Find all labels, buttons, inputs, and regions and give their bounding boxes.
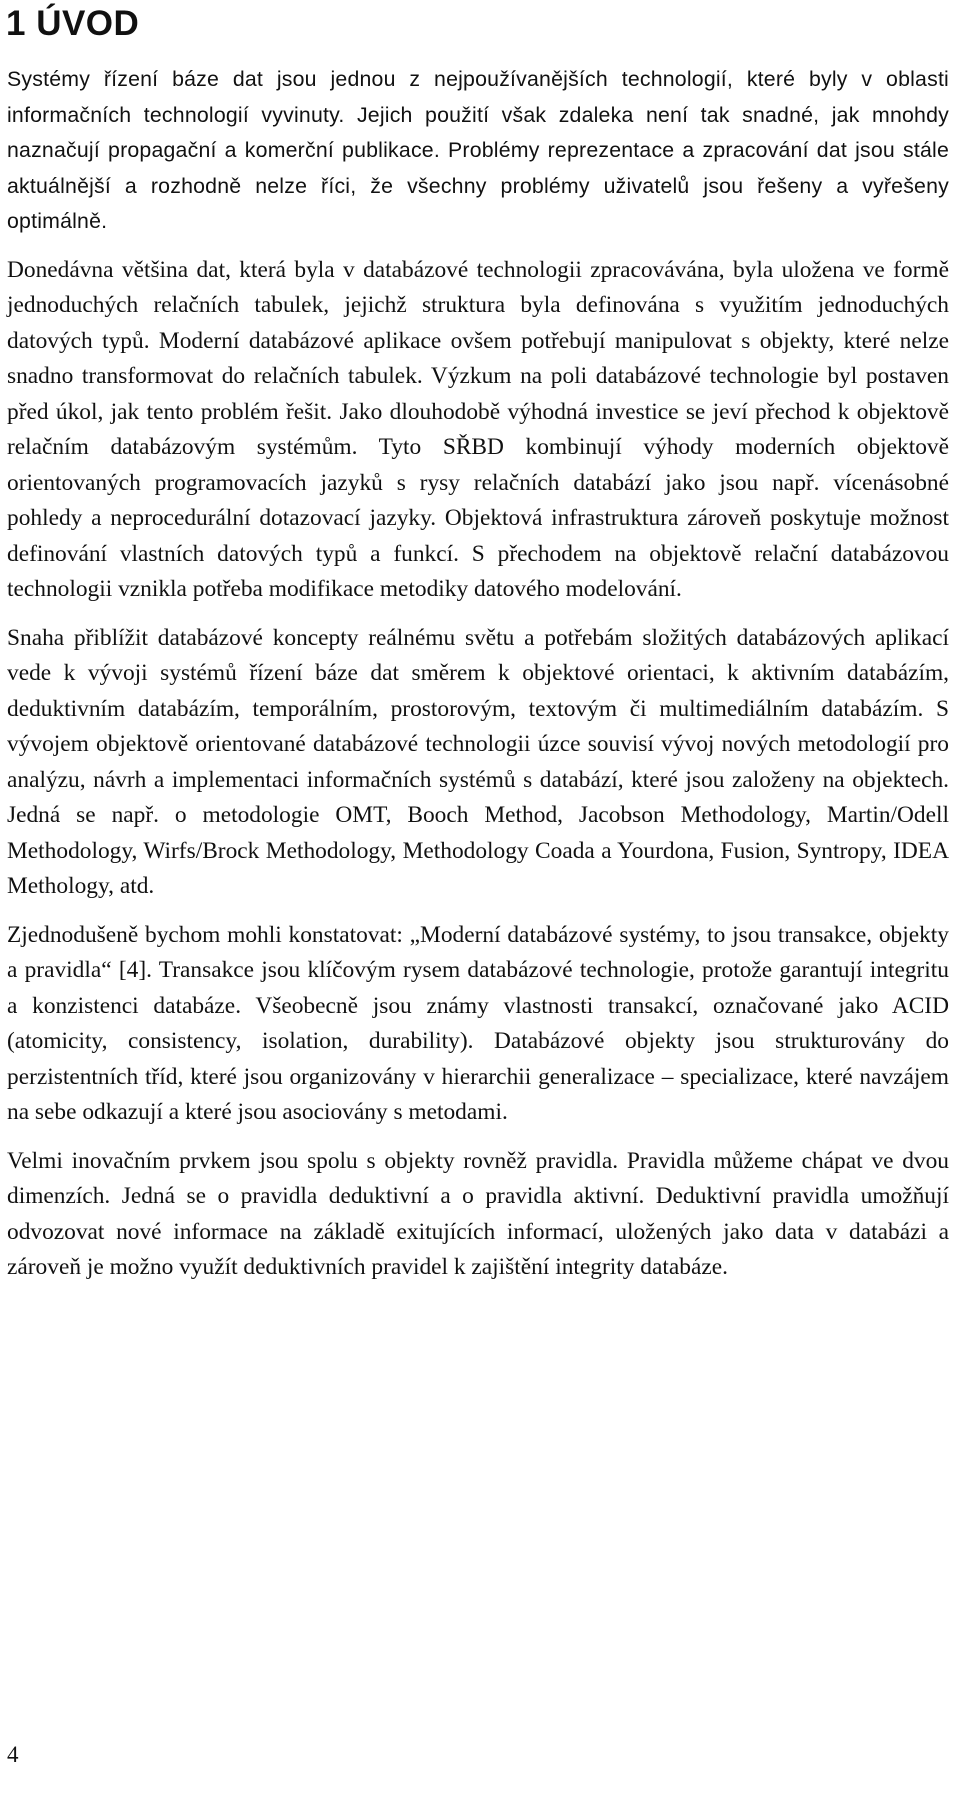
page-number: 4 [7, 1742, 19, 1767]
paragraph-methodologies: Snaha přiblížit databázové koncepty reálnému světu a potřebám složitých databázových aplikací vede k vývoji systémů řízení báze dat směrem k objektové orientaci, k aktivním databázím, deduktivním databázím, temporálním, prostorovým, textovým či multimediálním databázím. S vývojem objektově orientované databázové technologii úzce souvisí vývoj nových metodologií pro analýzu, návrh a implementaci informačních systémů s databází, které jsou založeny na objektech. Jedná se např. o metodologie OMT, Booch Method, Jacobson Methodology, Martin/Odell Methodology, Wirfs/Brock Methodology, Methodology Coada a Yourdona, Fusion, Syntropy, IDEA Methology, atd. [7, 624, 949, 899]
chapter-heading: 1 ÚVOD [6, 4, 140, 43]
paragraph-transactions: Zjednodušeně bychom mohli konstatovat: „Moderní databázové systémy, to jsou transakce, objekty a pravidla“ [4]. Transakce jsou klíčovým rysem databázové technologie, protože garantují integritu a konzistenci databáze. Všeobecně jsou známy vlastnosti transakcí, označované jako ACID (atomicity, consistency, isolation, durability). Databázové objekty jsou strukturovány do perzistentních tříd, které jsou organizovány v hierarchii generalizace – specializace, které navzájem na sebe odkazují a které jsou asociovány s metodami. [7, 921, 949, 1125]
paragraph-object-relational: Donedávna většina dat, která byla v databázové technologii zpracovávána, byla uložena ve formě jednoduchých relačních tabulek, jejichž struktura byla definována s využitím jednoduchých datových typů. Moderní databázové aplikace ovšem potřebují manipulovat s objekty, které nelze snadno transformovat do relačních tabulek. Výzkum na poli databázové technologie byl postaven před úkol, jak tento problém řešit. Jako dlouhodobě výhodná investice se jeví přechod k objektově relačním databázovým systémům. Tyto SŘBD kombinují výhody moderních objektově orientovaných programovacích jazyků s rysy relačních databází jako jsou např. vícenásobné pohledy a neprocedurální dotazovací jazyky. Objektová infrastruktura zároveň poskytuje možnost definování vlastních datových typů a funkcí. S přechodem na objektově relační databázovou technologii vznikla potřeba modifikace metodiky datového modelování. [7, 256, 949, 602]
chapter-body [7, 62, 949, 1299]
paragraph-intro: Systémy řízení báze dat jsou jednou z nejpoužívanějších technologií, které byly v oblasti informačních technologií vyvinuty. Jejich použití však zdaleka není tak snadné, jak mnohdy naznačují propagační a komerční publikace. Problémy reprezentace a zpracování dat jsou stále aktuálnější a rozhodně nelze říci, že všechny problémy uživatelů jsou řešeny a vyřešeny optimálně. [7, 67, 949, 233]
paragraph-rules: Velmi inovačním prvkem jsou spolu s objekty rovněž pravidla. Pravidla můžeme chápat ve dvou dimenzích. Jedná se o pravidla deduktivní a o pravidla aktivní. Deduktivní pravidla umožňují odvozovat nové informace na základě exitujících informací, uložených jako data v databázi a zároveň je možno využít deduktivních pravidel k zajištění integrity databáze. [7, 1147, 949, 1280]
